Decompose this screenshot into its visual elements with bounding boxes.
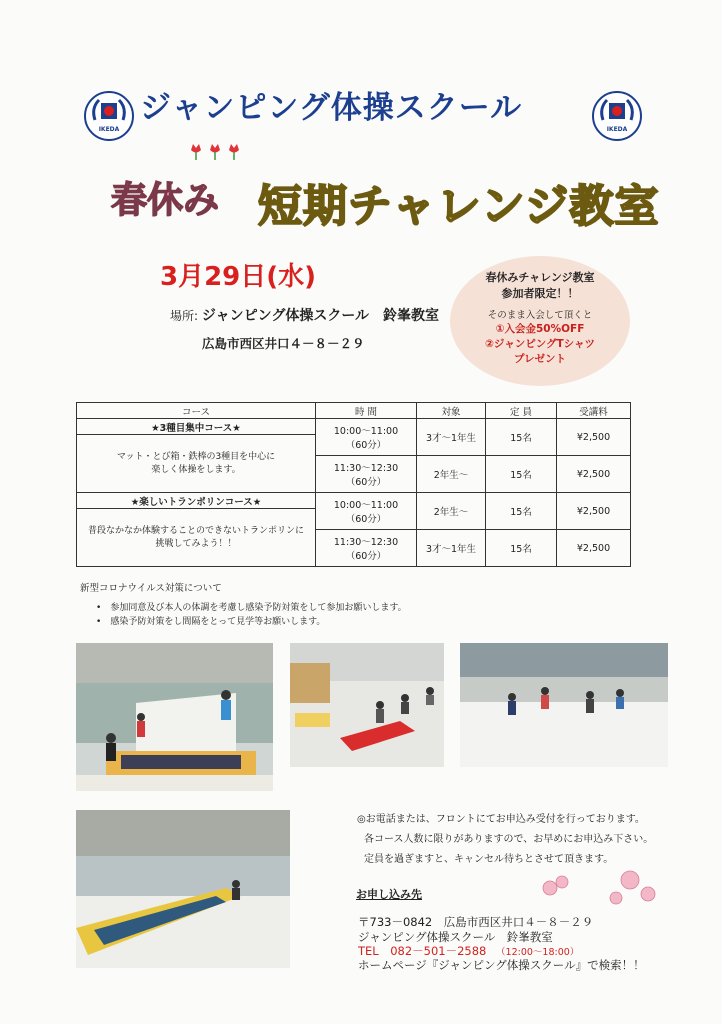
contact-web: ホームページ『ジャンピング体操スクール』で検索！！ — [358, 958, 645, 972]
table-row — [77, 419, 631, 435]
promo-line: プレゼント — [513, 353, 567, 365]
contact-school: ジャンピング体操スクール 鈴峯教室 — [358, 930, 553, 944]
promo-line: そのまま入会して頂くと — [487, 310, 593, 321]
contact-tel[interactable]: TEL 082－501－2588 — [358, 944, 487, 958]
contact-postal: 〒733－0842 広島市西区井口４－８－２９ — [358, 915, 594, 929]
fee-cell: ¥2,500 — [557, 419, 631, 456]
info-line: 各コース人数に限りがありますので、お早めにお申込み下さい。 — [364, 834, 654, 845]
target-cell: 2年生～ — [417, 456, 486, 493]
event-date: 3月29日(水) — [160, 262, 317, 292]
laurel-seal-icon — [591, 90, 643, 142]
table-header: 対象 — [417, 403, 486, 419]
capacity-cell: 15名 — [486, 419, 557, 456]
target-cell: 2年生～ — [417, 493, 486, 530]
sakura-icon — [530, 862, 660, 912]
time-cell: 11:30～12:30 （60分） — [316, 456, 417, 493]
table-header: 時 間 — [316, 403, 417, 419]
event-venue — [170, 305, 439, 325]
table-header-row — [77, 403, 631, 419]
table-header: 受講料 — [557, 403, 631, 419]
table-row — [77, 493, 631, 509]
headline-spring: 春休み — [111, 180, 220, 221]
course-name: ★楽しいトランポリンコース★ — [77, 493, 316, 509]
promo-line: 春休みチャレンジ教室 — [485, 271, 595, 284]
contact-hours: （12:00～18:00） — [496, 947, 580, 958]
venue-name: ジャンピング体操スクール 鈴峯教室 — [201, 308, 440, 324]
gym-photo — [76, 643, 273, 791]
gym-photo — [76, 810, 290, 968]
course-name: ★3種目集中コース★ — [77, 419, 316, 435]
covid-heading: 新型コロナウイルス対策について — [80, 583, 222, 594]
venue-label: 場所: — [170, 309, 199, 323]
target-cell: 3才～1年生 — [417, 419, 486, 456]
time-cell: 10:00～11:00 （60分） — [316, 493, 417, 530]
fee-cell: ¥2,500 — [557, 493, 631, 530]
promo-bubble — [450, 256, 630, 386]
svg-text:IKEDA: IKEDA — [98, 126, 120, 133]
time-cell: 11:30～12:30 （60分） — [316, 530, 417, 567]
apply-heading: お申し込み先 — [356, 888, 422, 901]
promo-line: 参加者限定！！ — [501, 287, 579, 300]
course-desc: マット・とび箱・鉄棒の3種目を中心に 楽しく体操をします。 — [77, 435, 316, 493]
time-cell: 10:00～11:00 （60分） — [316, 419, 417, 456]
promo-line: ②ジャンピングTシャツ — [485, 338, 595, 350]
target-cell: 3才～1年生 — [417, 530, 486, 567]
info-line: ◎お電話または、フロントにてお申込み受付を行っております。 — [357, 814, 645, 825]
covid-item: • 参加同意及び本人の体調を考慮し感染予防対策をして参加お願いします。 — [96, 603, 407, 613]
capacity-cell: 15名 — [486, 530, 557, 567]
fee-cell: ¥2,500 — [557, 456, 631, 493]
headline-challenge: 短期チャレンジ教室 — [258, 181, 660, 232]
table-header: コース — [77, 403, 316, 419]
table-header: 定 員 — [486, 403, 557, 419]
schedule-table — [76, 402, 631, 567]
tulip-icon — [188, 142, 246, 160]
laurel-seal-icon — [83, 90, 135, 142]
gym-photo — [290, 643, 444, 767]
page-title: ジャンピング体操スクール — [140, 90, 523, 126]
fee-cell: ¥2,500 — [557, 530, 631, 567]
capacity-cell: 15名 — [486, 456, 557, 493]
info-line: 定員を過ぎますと、キャンセル待ちとさせて頂きます。 — [364, 854, 614, 865]
event-address: 広島市西区井口４－８－２９ — [202, 336, 365, 351]
capacity-cell: 15名 — [486, 493, 557, 530]
gym-photo — [460, 643, 668, 767]
course-desc: 普段なかなか体験することのできないトランポリンに 挑戦してみよう！！ — [77, 509, 316, 567]
promo-line: ①入会金50%OFF — [495, 323, 585, 335]
covid-item: • 感染予防対策をし間隔をとって見学等お願いします。 — [96, 617, 326, 627]
svg-text:IKEDA: IKEDA — [606, 126, 628, 133]
